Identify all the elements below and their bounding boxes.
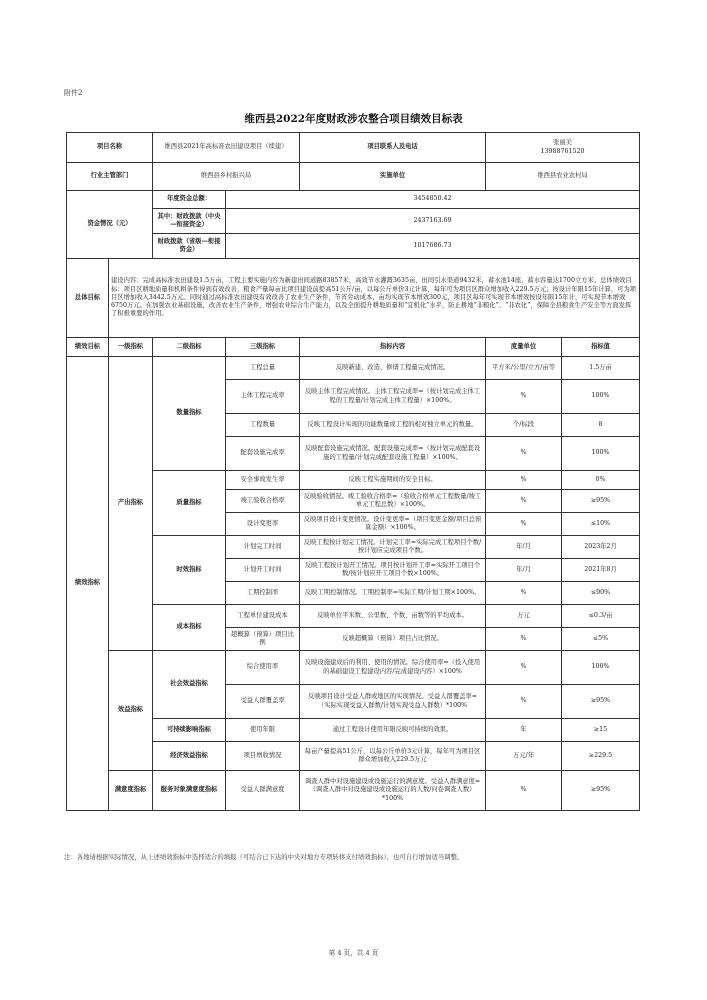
indicator-unit: % <box>486 490 562 513</box>
social-benefit-label: 社会效益指标 <box>153 651 226 719</box>
indicator-name: 项目增收情况 <box>226 742 300 771</box>
indicator-value: 0% <box>562 471 640 490</box>
implementer-label: 实施单位 <box>300 163 486 191</box>
indicator-content: 每亩产量提高51公斤，以每公斤单价3元计算，每年可为项目区群众增加收入229.5万元 <box>300 742 486 771</box>
indicator-value: 8 <box>562 414 640 437</box>
timeliness-indicators-label: 时效指标 <box>153 536 226 605</box>
contact-label: 项目联系人及电话 <box>300 133 486 163</box>
indicator-unit: % <box>486 437 562 471</box>
indicator-unit: 年/月 <box>486 559 562 582</box>
indicator-content: 反映工程设计实现的功能数量或工程的相对独立单元的数量。 <box>300 414 486 437</box>
indicator-name: 设计变更率 <box>226 513 300 536</box>
indicator-name: 安全事故发生率 <box>226 471 300 490</box>
project-name-value: 维西县2021年高标准农田建设项目（续建） <box>153 133 300 163</box>
sustain-indicator-label: 可持续影响指标 <box>153 719 226 742</box>
indicator-unit: 万元 <box>486 605 562 628</box>
indicator-name: 使用年限 <box>226 719 300 742</box>
indicator-name: 计划开工时间 <box>226 559 300 582</box>
col-value: 指标值 <box>562 338 640 357</box>
indicator-value: ≥95% <box>562 685 640 719</box>
quality-indicators-label: 质量指标 <box>153 471 226 536</box>
department-label: 行业主管部门 <box>67 163 153 191</box>
performance-indicators-label: 绩效指标 <box>67 357 109 811</box>
indicator-value: 100% <box>562 437 640 471</box>
funds-total-value: 3454850.42 <box>226 191 640 209</box>
funds-label: 资金情况（元） <box>67 191 153 259</box>
indicator-unit: % <box>486 628 562 651</box>
indicator-content: 反映工程实施期间的安全目标。 <box>300 471 486 490</box>
indicator-unit: 个/标段 <box>486 414 562 437</box>
funds-provincial-label: 财政拨款（省级—衔接资金） <box>153 234 226 259</box>
indicator-content: 反映验收情况。竣工验收合格率=（验收合格单元工程数量/竣工单元工程总数）×100%。 <box>300 490 486 513</box>
indicator-content: 反映工程按计划完工情况。计划完工率=实际完成工程项目个数/按计划应完成项目个数。 <box>300 536 486 559</box>
indicator-unit: 万元/年 <box>486 742 562 771</box>
project-name-label: 项目名称 <box>67 133 153 163</box>
indicator-name: 超概算（预算）项目比例 <box>226 628 300 651</box>
indicator-name: 主体工程完成率 <box>226 380 300 414</box>
indicator-unit: % <box>486 380 562 414</box>
indicator-content: 反映超概算（预算）项目占比情况。 <box>300 628 486 651</box>
indicator-value: 2021年8月 <box>562 559 640 582</box>
indicator-unit: % <box>486 651 562 685</box>
footnote: 注：各地请根据实际情况，从上述绩效指标中选择适合的填报（可结合已下达的中央对地方专项转移支付绩效指标），也可自行增加适当调整。 <box>64 853 464 861</box>
service-satisfaction-label: 服务对象满意度指标 <box>153 771 226 811</box>
indicator-content: 反映项目设计受益人群或地区的实现情况。受益人群覆盖率=（实际实现受益人群数/计划实现受益人群数）*100% <box>300 685 486 719</box>
indicator-value: ≤0.3/亩 <box>562 605 640 628</box>
indicator-content: 反映工期控制情况。工期控制率=实际工期/计划工期×100%。 <box>300 582 486 605</box>
indicator-value: ≤10% <box>562 513 640 536</box>
indicator-unit: % <box>486 471 562 490</box>
document-title: 维西县2022年度财政涉农整合项目绩效目标表 <box>244 113 463 125</box>
funds-provincial-value: 1017686.73 <box>226 234 640 259</box>
indicator-unit: % <box>486 582 562 605</box>
indicator-content: 反映主体工程完成情况。主体工程完成率=（按计划完成主体工程的工程量/计划完成主体工程量）×100%。 <box>300 380 486 414</box>
page-number: 第 4 页，共 4 页 <box>328 949 379 957</box>
indicator-value: ≤90% <box>562 582 640 605</box>
economic-indicator-label: 经济效益指标 <box>153 742 226 771</box>
indicator-name: 综合使用率 <box>226 651 300 685</box>
indicator-value: ≥95% <box>562 771 640 811</box>
indicator-value: ≤5% <box>562 628 640 651</box>
indicator-name: 工程总量 <box>226 357 300 380</box>
indicator-value: 100% <box>562 380 640 414</box>
col-content: 指标内容 <box>300 338 486 357</box>
indicator-name: 工程单位建设成本 <box>226 605 300 628</box>
contact-name: 张丽美 <box>553 139 572 147</box>
department-value: 维西县乡村振兴局 <box>153 163 300 191</box>
output-indicators-label: 产出指标 <box>109 357 153 651</box>
indicator-name: 配套设施完成率 <box>226 437 300 471</box>
indicator-content: 反映配套设施完成情况。配套设施完成率=（按计划完成配套设施的工程量/计划完成配套设施工程量）×100%。 <box>300 437 486 471</box>
indicator-unit: % <box>486 771 562 811</box>
indicator-content: 调查人群中对设施建设或设施运行的满意度。受益人群满意度=（调查人群中对设施建设或设施运行的人数/问卷调查人数）*100% <box>300 771 486 811</box>
indicator-name: 工期控制率 <box>226 582 300 605</box>
indicator-name: 工程数量 <box>226 414 300 437</box>
attachment-label: 附件2 <box>64 89 83 97</box>
indicator-unit: % <box>486 685 562 719</box>
quantity-indicators-label: 数量指标 <box>153 357 226 471</box>
cost-indicators-label: 成本指标 <box>153 605 226 651</box>
performance-target-table <box>66 132 640 811</box>
implementer-value: 维西县农业农村局 <box>486 163 640 191</box>
indicator-name: 受益人群满意度 <box>226 771 300 811</box>
overall-goal-text: 建设内容：完成高标准农田建设1.5万亩，工程主要实施内容为新建田间道路83857米，高效节水灌溉3635亩，田间引水渠道9432米，蓄水池14座，蓄水容量达1700立方米。总体绩效目标：项目区耕地质量和机耕条件得到有效改善，粮食产量每亩比项目建设前提高51公斤/亩，以每公斤单价3元计算，每年可为项目区群众增加收入229.5万元；按设计年限15年计算，可为项目区增加收入3442.5万元。同时通过高标准农田建设有效改善了农业生产条件，节省劳动成本，亩均实现节本增效300元，项目区每年可实现节本增效按设年限15年计，可实现节本增效6750万元。在加强农业基础设施，改善农业生产条件，增强农业综合生产能力，以及全面提升耕地质量和“宜机化”水平，防止耕地“非粮化”、“非农化”，保障全县粮食生产安全等方面发挥了积极重要的作用。 <box>109 259 640 338</box>
contact-info <box>486 133 640 163</box>
indicator-value: ≥15 <box>562 719 640 742</box>
overall-goal-label: 总体目标 <box>67 259 109 338</box>
indicator-unit: 年 <box>486 719 562 742</box>
indicator-value: ≥95% <box>562 490 640 513</box>
indicator-value: 100% <box>562 651 640 685</box>
indicator-name: 计划完工时间 <box>226 536 300 559</box>
col-level3: 三级指标 <box>226 338 300 357</box>
indicator-value: 2023年2月 <box>562 536 640 559</box>
indicator-unit: 平方米/公里/立方/亩等 <box>486 357 562 380</box>
col-unit: 度量单位 <box>486 338 562 357</box>
indicator-value: 1.5万亩 <box>562 357 640 380</box>
indicator-name: 竣工验收合格率 <box>226 490 300 513</box>
indicator-name: 受益人群覆盖率 <box>226 685 300 719</box>
funds-total-label: 年度资金总额： <box>153 191 226 209</box>
indicator-content: 反映单位平米数、公里数、个数、亩数等的平均成本。 <box>300 605 486 628</box>
indicator-unit: 年/月 <box>486 536 562 559</box>
indicator-content: 通过工程设计使用年限反映可持续的效果。 <box>300 719 486 742</box>
funds-central-label: 其中：财政拨款（中央—衔接资金） <box>153 209 226 234</box>
indicator-unit: % <box>486 513 562 536</box>
indicator-value: ≥229.5 <box>562 742 640 771</box>
indicator-content: 反映工程按计划开工情况。项目按计划开工率=实际开工项目个数/按计划应开工项目个数×100%。 <box>300 559 486 582</box>
indicator-content: 反映项目设计变更情况。设计变更率=（项目变更金额/项目总预算金额）×100%。 <box>300 513 486 536</box>
col-performance-goal: 绩效目标 <box>67 338 109 357</box>
col-level1: 一级指标 <box>109 338 153 357</box>
contact-phone: 13988761520 <box>540 147 585 155</box>
satisfaction-indicators-label: 满意度指标 <box>109 771 153 811</box>
benefit-indicators-label: 效益指标 <box>109 651 153 771</box>
indicator-content: 反映新建、改造、修缮工程量完成情况。 <box>300 357 486 380</box>
col-level2: 二级指标 <box>153 338 226 357</box>
indicator-content: 反映设施建成后的利用、使用的情况。综合使用率=（投入使用的基础建设工程建设内容/完成建设内容）×100% <box>300 651 486 685</box>
funds-central-value: 2437163.69 <box>226 209 640 234</box>
